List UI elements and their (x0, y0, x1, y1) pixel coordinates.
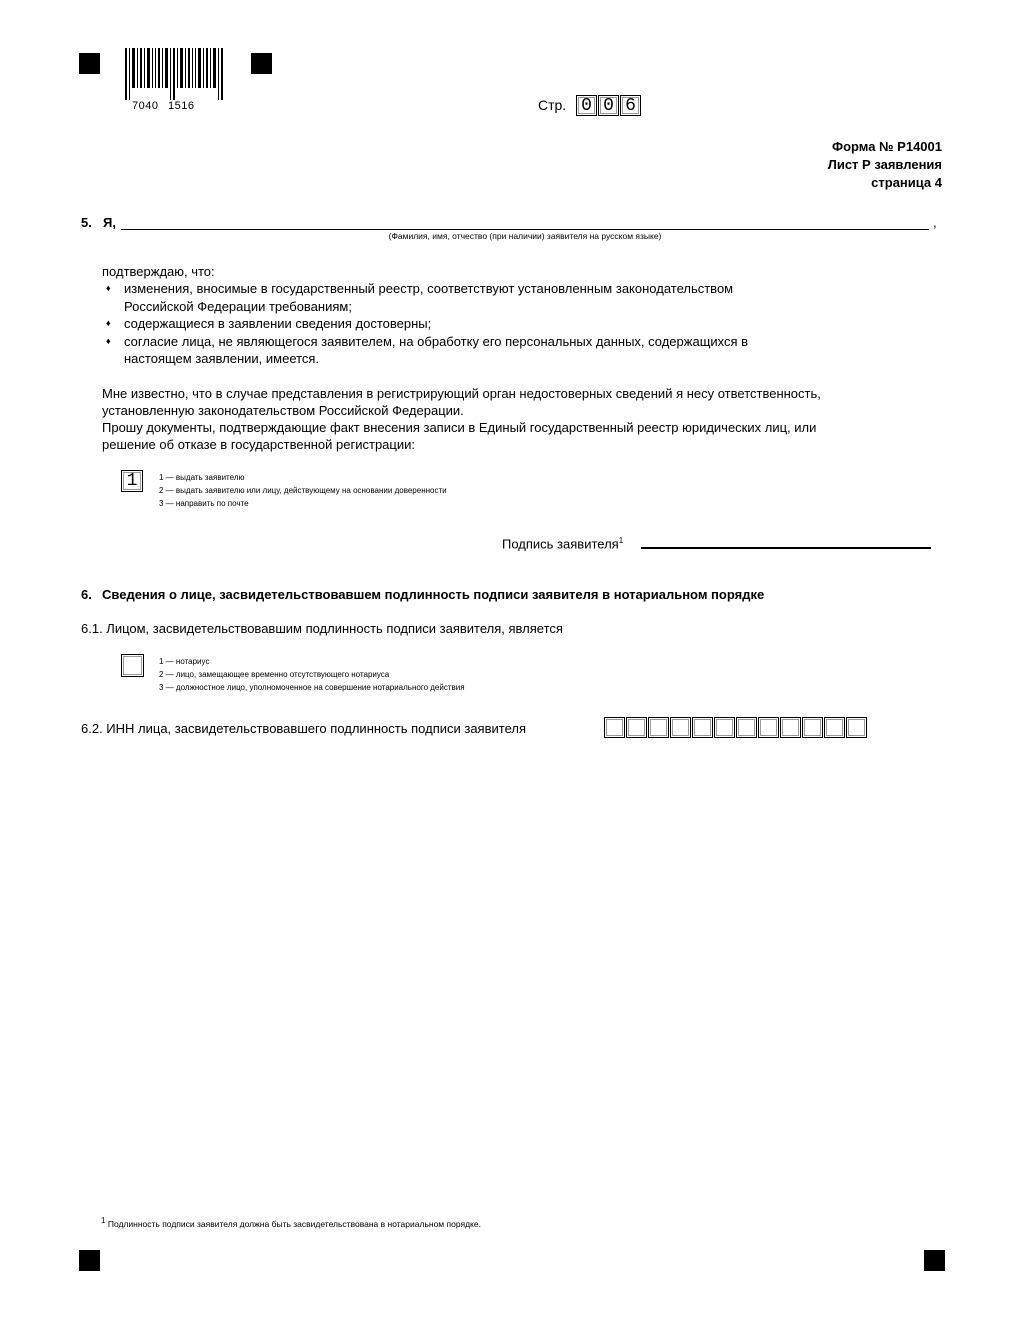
confirm-intro: подтверждаю, что: (102, 264, 215, 279)
footnote-text: Подлинность подписи заявителя должна быть засвидетельствована в нотариальном порядке. (107, 1218, 481, 1229)
signature-field[interactable] (641, 547, 931, 549)
corner-marker-bottom-left (79, 1250, 100, 1271)
question-6-1: 6.1. Лицом, засвидетельствовавшим подлинность подписи заявителя, является (81, 621, 563, 636)
delivery-method-box[interactable] (121, 470, 144, 492)
inn-digit-cell[interactable] (604, 717, 625, 738)
notary-option: 1 — нотариус (159, 657, 210, 666)
page-label: Стр. (538, 97, 567, 113)
name-caption: (Фамилия, имя, отчество (при наличии) заявителя на русском языке) (388, 231, 662, 241)
barcode (125, 48, 225, 100)
section6-number: 6. (81, 587, 92, 602)
footnote-number: 1 (101, 1216, 106, 1225)
corner-marker-bottom-right (924, 1250, 945, 1271)
corner-marker-top-left (79, 53, 100, 74)
signature-label (502, 532, 623, 552)
section6-title: Сведения о лице, засвидетельствовавшем подлинность подписи заявителя в нотариальном порядке (102, 587, 765, 602)
delivery-option: 1 — выдать заявителю (159, 473, 245, 482)
page-digit-cell: 0 (598, 95, 619, 116)
responsibility-paragraph: Мне известно, что в случае представления в регистрирующий орган недостоверных сведений я несу ответственность, установленную законодательством Российской Федерации. (102, 386, 821, 418)
question-6-2: 6.2. ИНН лица, засвидетельствовавшего подлинность подписи заявителя (81, 721, 526, 736)
notary-type-cell[interactable] (121, 654, 144, 677)
confirm-item: ♦ согласие лица, не являющегося заявителем, на обработку его персональных данных, содержащихся в настоящем заявлении, имеется. (102, 333, 782, 368)
delivery-method-cell[interactable]: 1 (121, 470, 143, 492)
barcode-number: 7040 1516 (132, 100, 195, 112)
form-header (828, 138, 942, 192)
confirm-item: ♦ изменения, вносимые в государственный реестр, соответствуют установленным законодательством Российской Федерации требованиям; (102, 280, 782, 315)
inn-digit-cell[interactable] (802, 717, 823, 738)
inn-digit-cell[interactable] (758, 717, 779, 738)
corner-marker-top-right (251, 53, 272, 74)
name-comma: , (933, 215, 937, 230)
confirm-item: ♦ содержащиеся в заявлении сведения достоверны; (102, 315, 782, 333)
inn-digit-cell[interactable] (846, 717, 867, 738)
inn-digit-cell[interactable] (824, 717, 845, 738)
form-page: страница 4 (871, 175, 942, 190)
footnote-mark: 1 (618, 536, 624, 545)
form-sheet: Лист Р заявления (827, 157, 942, 172)
notary-options (159, 655, 465, 694)
inn-digit-cell[interactable] (780, 717, 801, 738)
delivery-option: 3 — направить по почте (159, 499, 249, 508)
inn-digit-cell[interactable] (736, 717, 757, 738)
delivery-option: 2 — выдать заявителю или лицу, действующему на основании доверенности (159, 486, 447, 495)
page-digit-cell: 0 (576, 95, 597, 116)
page-digit-cell: 6 (620, 95, 641, 116)
section5-i-label: Я, (103, 215, 116, 230)
inn-digit-cell[interactable] (714, 717, 735, 738)
notary-option: 2 — лицо, замещающее временно отсутствующего нотариуса (159, 670, 390, 679)
inn-digit-cell[interactable] (648, 717, 669, 738)
page-number-cells (576, 95, 642, 116)
form-number: Форма № Р14001 (831, 139, 942, 154)
delivery-options (159, 471, 447, 510)
section5-number: 5. (81, 215, 92, 230)
confirm-list (102, 280, 782, 368)
documents-request-paragraph: Прошу документы, подтверждающие факт внесения записи в Единый государственный реестр юридических лиц, или решение об отказе в государственной регистрации: (102, 420, 817, 452)
applicant-name-field[interactable] (121, 229, 929, 230)
footnote (101, 1216, 481, 1229)
notary-type-box[interactable] (121, 654, 145, 677)
inn-digit-cell[interactable] (626, 717, 647, 738)
inn-digit-cell[interactable] (670, 717, 691, 738)
signature-label-text: Подпись заявителя (502, 536, 619, 552)
notary-option: 3 — должностное лицо, уполномоченное на совершение нотариального действия (159, 683, 465, 692)
inn-cells[interactable] (604, 717, 868, 738)
inn-digit-cell[interactable] (692, 717, 713, 738)
